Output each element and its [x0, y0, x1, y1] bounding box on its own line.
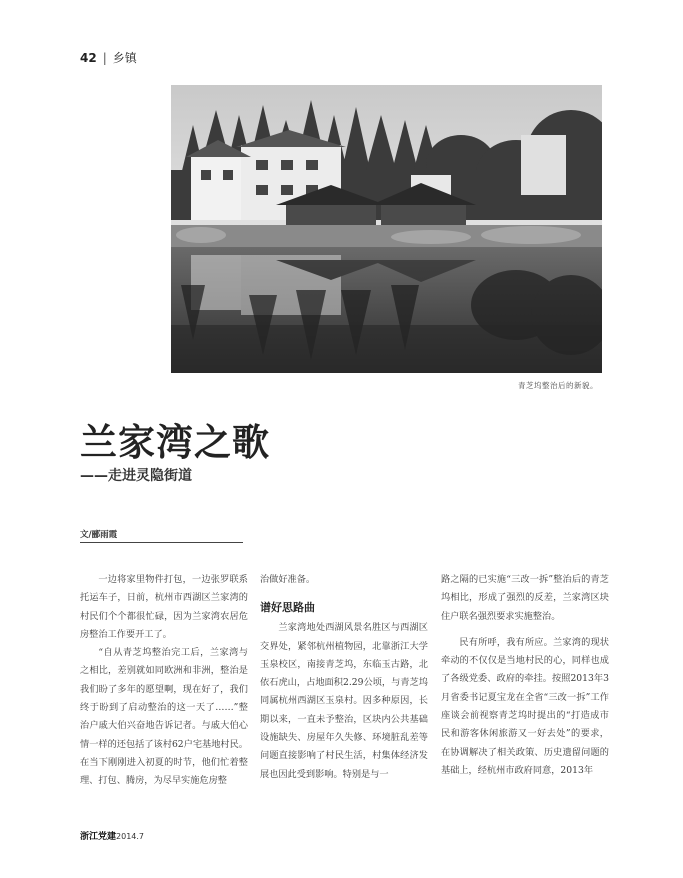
issue-number: 2014.7: [116, 832, 145, 841]
page-footer: [80, 829, 144, 842]
paragraph: 民有所呼，我有所应。兰家湾的现状牵动的不仅仅是当地村民的心，同样也成了各级党委、政府的牵挂。按照2013年3月省委书记夏宝龙在全省“三改一拆”工作座谈会前视察青芝坞时提出的“打造成市民和游客休闲旅游又一好去处”的要求，在协调解决了相关政策、历史遗留问题的基础上，经杭州市政府同意，2013年: [441, 636, 609, 776]
magazine-logo: 浙江党建: [80, 832, 117, 842]
article-photo: [171, 85, 602, 373]
paragraph: 路之隔的已实施“三改一拆”整治后的青芝坞相比，形成了强烈的反差，兰家湾区块住户联名强烈要求实施整治。: [441, 574, 609, 622]
article-title: 兰家湾之歌: [80, 420, 270, 464]
section-heading: 谱好思路曲: [260, 601, 315, 615]
text-column-1: [80, 571, 248, 791]
photo-caption: 青芝坞整治后的新貌。: [518, 381, 598, 390]
byline-divider: [80, 542, 243, 543]
paragraph: “自从青芝坞整治完工后，兰家湾与之相比，差别就如同欧洲和非洲，整治是我们盼了多年的愿望啊，现在好了，我们终于盼到了启动整治的这一天了……”整治户戚大伯兴奋地告诉记者。与戚大伯心情一样的还包括了该村62户宅基地村民。在当下刚刚进入初夏的时节，他们忙着整理、打包、腾房，为尽早实施危房整: [80, 647, 248, 787]
author-byline: 文/郦雨霞: [80, 530, 118, 540]
header-separator: |: [102, 51, 107, 65]
text-column-3: [441, 571, 609, 780]
page-header: [80, 49, 137, 66]
article-subtitle: ——走进灵隐街道: [80, 468, 192, 484]
paragraph: 兰家湾地处西湖风景名胜区与西湖区交界处，紧邻杭州植物园，北靠浙江大学玉泉校区，南接青芝坞，东临玉古路，北依石虎山，占地面积2.29公顷，与青芝坞同属杭州西湖区玉泉村。因多种原因，长期以来，一直未予整治，区块内公共基础设施缺失、房屋年久失修、环境脏乱差等问题直接影响了村民生活，村集体经济发展也因此受到影响。特别是与一: [260, 622, 428, 780]
page-number: 42: [80, 51, 97, 65]
paragraph: 一边将家里物件打包，一边张罗联系托运车子，日前，杭州市西湖区兰家湾的村民们个个都很忙碌，因为兰家湾农居危房整治工作要开工了。: [80, 574, 248, 640]
paragraph: 治做好准备。: [260, 574, 316, 585]
section-name: 乡镇: [112, 51, 137, 65]
text-column-2: [260, 571, 428, 784]
